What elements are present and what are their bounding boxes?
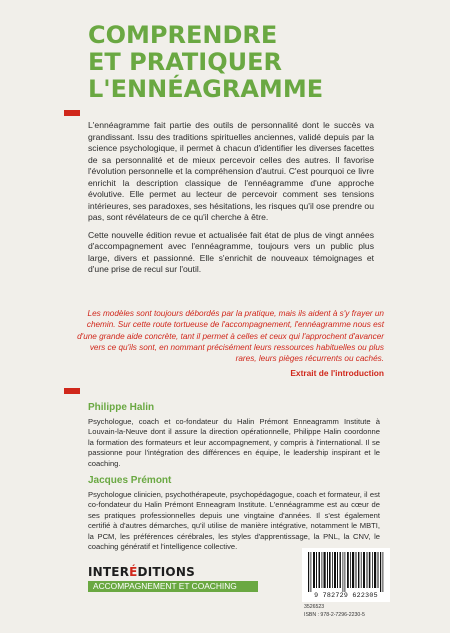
collection-name: ACCOMPAGNEMENT ET COACHING — [88, 581, 258, 592]
quote-source: Extrait de l'introduction — [290, 368, 384, 378]
publisher-logo — [88, 566, 258, 592]
isbn: ISBN : 978-2-7296-2230-5 — [304, 612, 365, 618]
intro-paragraph-1: L'ennéagramme fait partie des outils de personnalité dont le succès va grandissant. Issu des traditions spirituelles anciennes, validé depuis par la science psychologique, il permet à chacun d'identifier les diverses facettes de sa personnalité et de mieux percevoir celles des autres. Il favorise l'évolution personnelle et la compréhension d'autrui. C'est pourquoi ce livre enrichit la description classique de l'ennéagramme d'une approche évolutive. Elle permet au lecteur de percevoir comment ses tensions intérieures, ses paradoxes, ses hésitations, les risques qu'il ose prendre ou pas, sont révélateurs de ce qu'il cherche à être. — [88, 120, 374, 222]
intro-text — [88, 120, 374, 282]
title-line-1: COMPRENDRE — [88, 21, 278, 49]
publisher-name-accent: É — [129, 565, 138, 579]
author-bio-halin: Psychologue, coach et co-fondateur du Halin Prémont Enneagramm Institute à Louvain-la-Neuve dont il assure la direction opérationnelle, Philippe Halin coordonne la formation des formateurs et leur accompagnement, y compris à l'international. Il se passionne pour l'intégration des différences en équipe, le leadership inspirant et le coaching. — [88, 417, 380, 468]
title-line-3: L'ENNÉAGRAMME — [88, 75, 324, 103]
barcode-graphic — [302, 548, 390, 592]
author-name-premont: Jacques Prémont — [88, 475, 172, 486]
barcode — [302, 548, 390, 602]
pull-quote: Les modèles sont toujours débordés par la pratique, mais ils aident à s'y frayer un chemin. Sur cette route tortueuse de l'accompagnement, l'ennéagramme nous est d'une grande aide concrète, tant il permet à celles et ceux qui l'approchent d'avancer vers ce qu'ils sont, en nommant précisément leurs ressources habituelles ou plus rares, leurs pièges récurrents ou cachés. — [77, 309, 384, 364]
intro-paragraph-2: Cette nouvelle édition revue et actualisée fait état de plus de vingt années d'accompagnement avec l'ennéagramme, toujours vers un public plus large, divers et passionné. Elle s'enrichit de nouveaux témoignages et d'une prise de recul sur l'outil. — [88, 229, 374, 274]
red-accent-bar-authors — [64, 388, 80, 394]
publisher-name-part-2: DITIONS — [137, 565, 195, 579]
publisher-name — [88, 566, 258, 579]
publisher-name-part-1: INTER — [88, 565, 130, 579]
author-bio-premont: Psychologue clinicien, psychothérapeute, psychopédagogue, coach et formateur, il est co-fondateur du Halin Prémont Enneagram Institute. L'ennéagramme est au cœur de ses pratiques professionnelles depuis une vingtaine d'années. Il s'est également certifié à d'autres démarches, qu'il utilise de manière intégrative, notamment le MBTI, la PCM, les préférences cérébrales, les styles d'apprentissage, la PNL, la CNV, le coaching génératif et l'intelligence collective. — [88, 490, 380, 552]
internal-code: 3526523 — [304, 604, 325, 610]
barcode-ean: 9 782729 622305 — [314, 592, 378, 599]
book-title — [88, 22, 428, 103]
title-line-2: ET PRATIQUER — [88, 48, 282, 76]
red-accent-bar-title — [64, 110, 80, 116]
author-name-halin: Philippe Halin — [88, 402, 155, 413]
